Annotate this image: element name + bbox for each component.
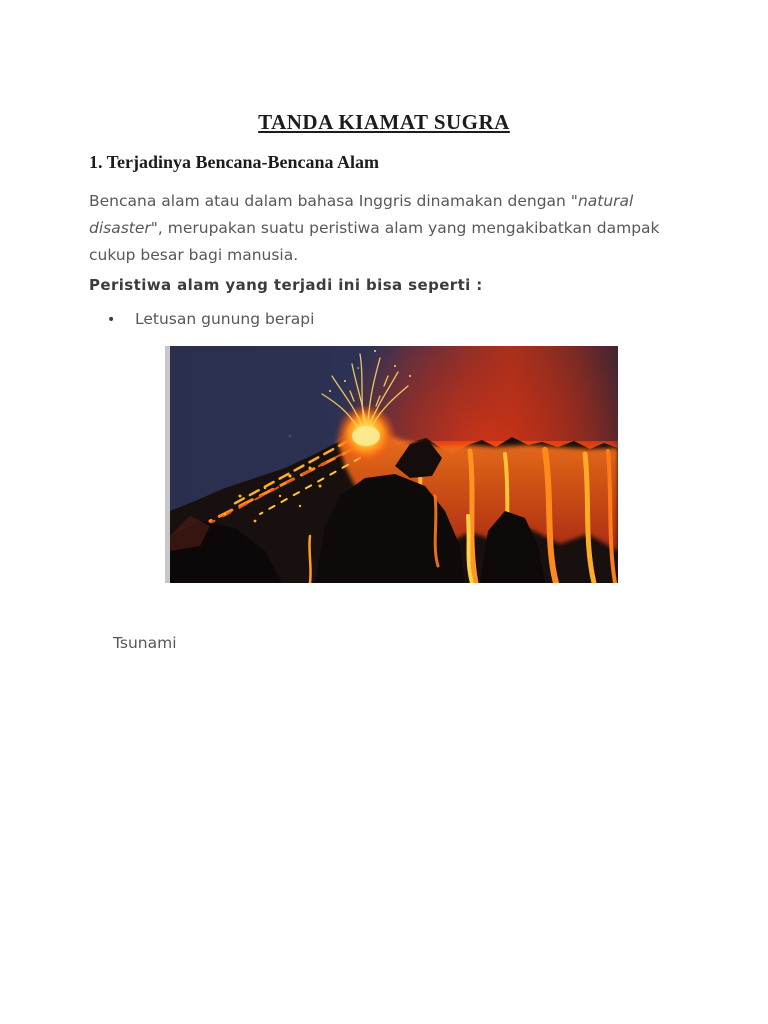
intro-line-3: cukup besar bagi manusia. [89,246,299,264]
intro-line-1-text: Bencana alam atau dalam bahasa Inggris dinamakan dengan " [89,192,578,210]
volcano-illustration [170,346,618,583]
bullet-icon: • [107,312,116,328]
intro-paragraph [89,188,689,269]
intro-line-2-italic: disaster [89,219,151,237]
section-heading: 1. Terjadinya Bencana-Bencana Alam [89,152,380,172]
emphasis-line: Peristiwa alam yang terjadi ini bisa seperti : [89,276,483,294]
bullet-item-label: Letusan gunung berapi [135,310,315,328]
intro-line-1 [89,188,689,215]
intro-line-1-italic: natural [577,192,634,210]
volcano-photo [165,346,618,583]
document-title: TANDA KIAMAT SUGRA [258,110,510,134]
intro-line-2 [89,215,689,242]
intro-line-2-text: ", merupakan suatu peristiwa alam yang mengakibatkan dampak [150,219,660,237]
tsunami-label: Tsunami [113,634,177,652]
bullet-item-volcano [107,306,314,334]
